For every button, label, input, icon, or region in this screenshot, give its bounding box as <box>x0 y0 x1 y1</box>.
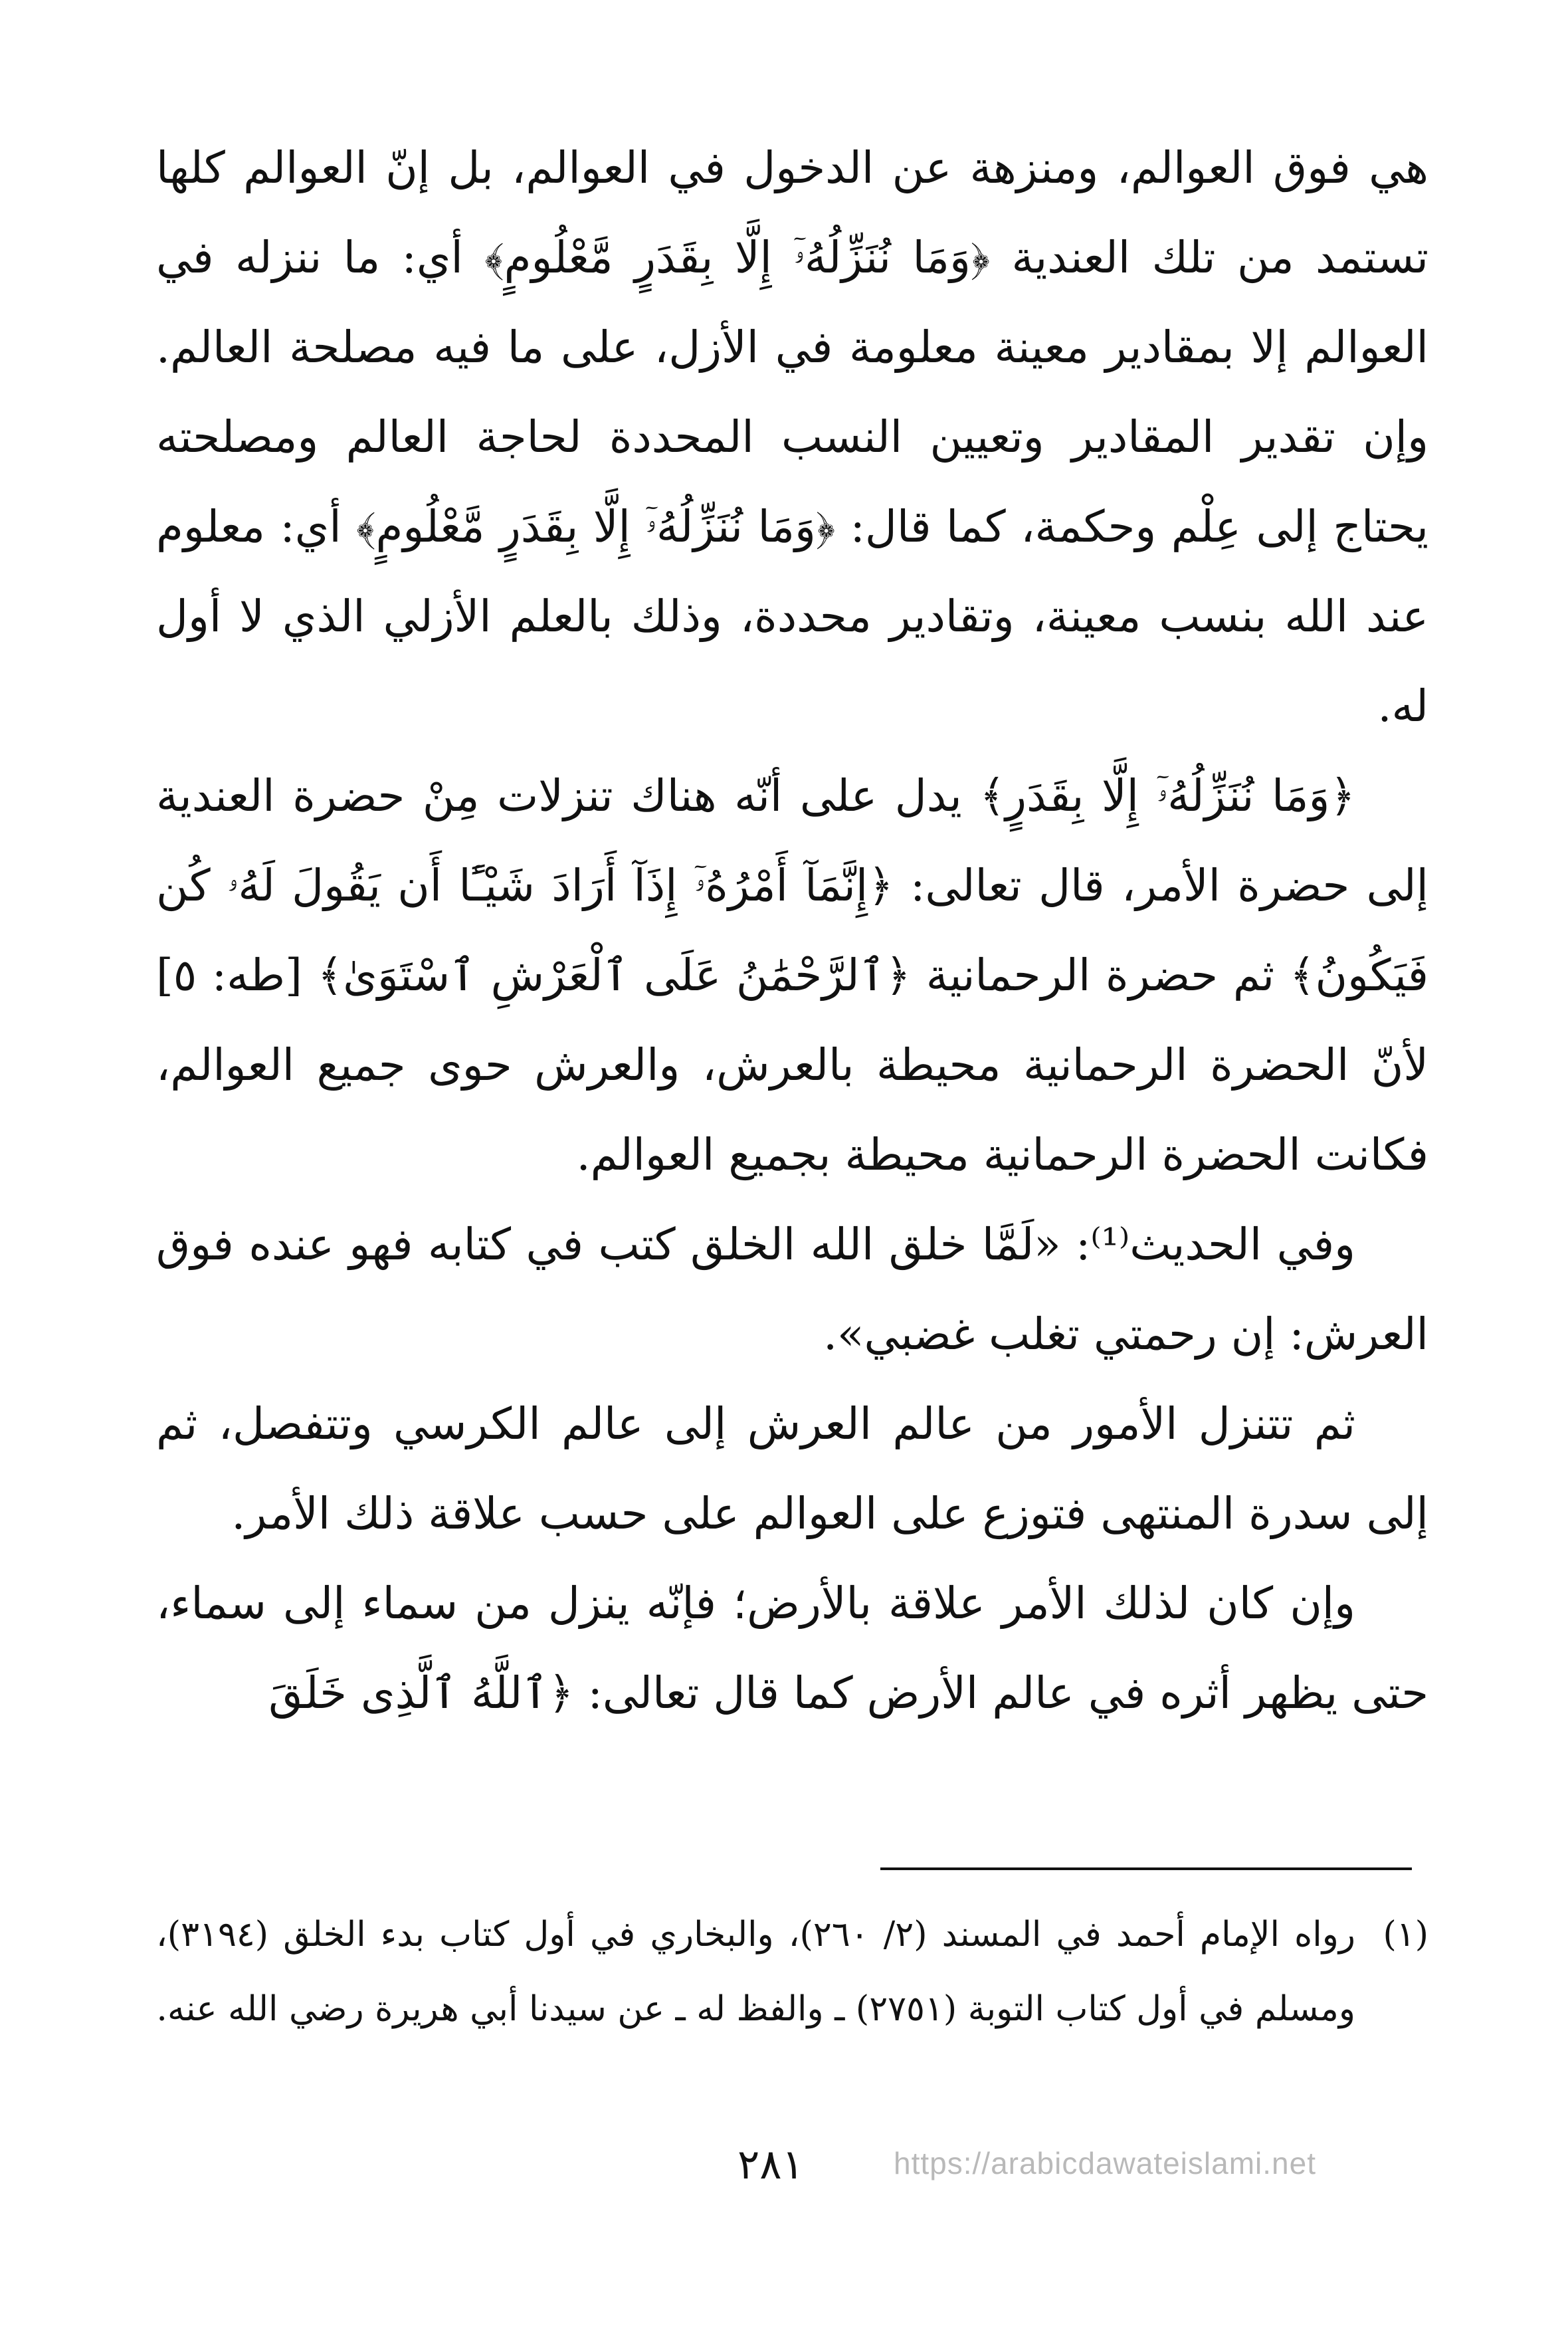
footnote-number: (١) <box>1383 1915 1428 1955</box>
paragraph-3: وفي الحديث⁽¹⁾: «لَمَّا خلق الله الخلق كتب في كتابه فهو عنده فوق العرش: إن رحمتي تغلب غضبي». <box>156 1219 1428 1360</box>
main-text-block <box>156 123 1428 1738</box>
paragraph-1: هي فوق العوالم، ومنزهة عن الدخول في العوالم، بل إنّ العوالم كلها تستمد من تلك العندية ﴿وَمَا نُنَزِّلُهُۥٓ إِلَّا بِقَدَرٍ مَّعْلُومٍ﴾ أي: ما ننزله في العوالم إلا بمقادير معينة معلومة في الأزل، على ما فيه مصلحة العالم. وإن تقدير المقادير وتعيين النسب المحددة لحاجة العالم ومصلحته يحتاج إلى عِلْم وحكمة، كما قال: ﴿وَمَا نُنَزِّلُهُۥٓ إِلَّا بِقَدَرٍ مَّعْلُومٍ﴾ أي: معلوم عند الله بنسب معينة، وتقادير محددة، وذلك بالعلم الأزلي الذي لا أول له. <box>156 142 1428 732</box>
footnotes-block <box>156 1897 1428 2046</box>
paragraph-4: ثم تتنزل الأمور من عالم العرش إلى عالم الكرسي وتتفصل، ثم إلى سدرة المنتهى فتوزع على العوالم على حسب علاقة ذلك الأمر. <box>156 1398 1428 1539</box>
paragraph-2: ﴿وَمَا نُنَزِّلُهُۥٓ إِلَّا بِقَدَرٍ﴾ يدل على أنّه هناك تنزلات مِنْ حضرة العندية إلى حضرة الأمر، قال تعالى: ﴿إِنَّمَآ أَمْرُهُۥٓ إِذَآ أَرَادَ شَيْـًٔا أَن يَقُولَ لَهُۥ كُن فَيَكُونُ﴾ ثم حضرة الرحمانية ﴿ٱلرَّحْمَٰنُ عَلَى ٱلْعَرْشِ ٱسْتَوَىٰ﴾ [طه: ٥] لأنّ الحضرة الرحمانية محيطة بالعرش، والعرش حوى جميع العوالم، فكانت الحضرة الرحمانية محيطة بجميع العوالم. <box>156 770 1428 1180</box>
source-watermark: https://arabicdawateislami.net <box>894 2146 1316 2180</box>
footnote-divider <box>880 1867 1412 1870</box>
page-number: ٢٨١ <box>737 2140 804 2188</box>
footnote-text: رواه الإمام أحمد في المسند (٢/ ٢٦٠)، والبخاري في أول كتاب بدء الخلق (٣١٩٤)، ومسلم في أول كتاب التوبة (٢٧٥١) ـ والفظ له ـ عن سيدنا أبي هريرة رضي الله عنه. <box>156 1915 1355 2029</box>
footnote-1 <box>156 1897 1428 2046</box>
paragraph-5: وإن كان لذلك الأمر علاقة بالأرض؛ فإنّه ينزل من سماء إلى سماء، حتى يظهر أثره في عالم الأرض كما قال تعالى: ﴿ٱللَّهُ ٱلَّذِى خَلَقَ <box>156 1578 1428 1719</box>
